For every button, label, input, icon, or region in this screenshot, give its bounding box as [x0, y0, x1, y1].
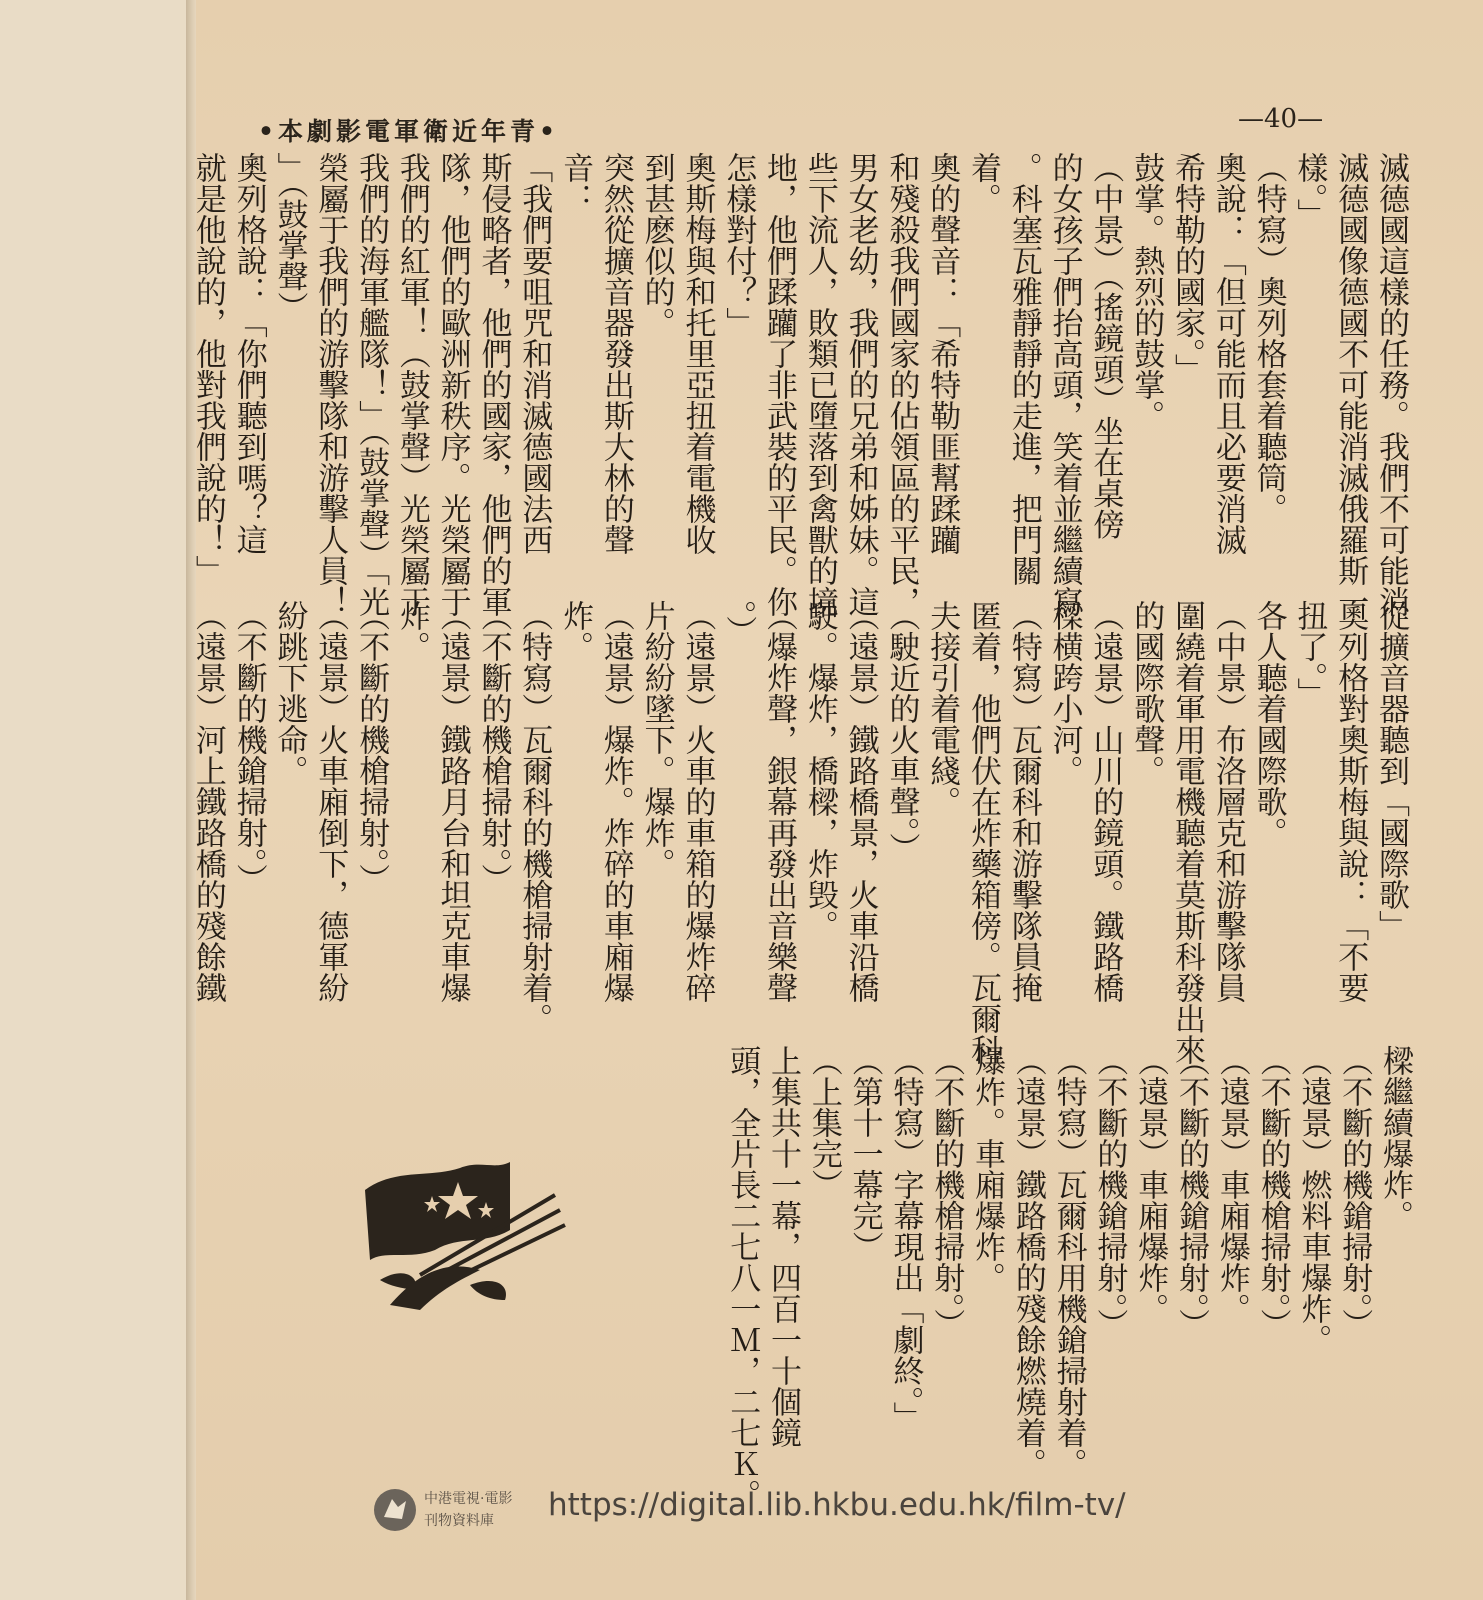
text-column: （特寫）瓦爾科和游擊隊員掩 — [1005, 600, 1042, 1003]
text-column: 各人聽着國際歌。 — [1250, 600, 1287, 848]
text-column: 我們的紅軍！（鼓掌聲）光榮屬于 — [393, 152, 430, 617]
text-column: 紛跳下逃命。 — [271, 600, 308, 786]
text-column: （不斷的機鎗掃射。） — [230, 600, 267, 895]
text-column: 鼓掌。熱烈的鼓掌。 — [1128, 152, 1165, 431]
text-column: 。科塞瓦雅靜靜的走進，把門關 — [1005, 152, 1042, 586]
running-header-title: •本劇影電軍衛近年青• — [258, 117, 559, 146]
text-column: （中景）（搖鏡頭）坐在桌傍 — [1087, 152, 1124, 540]
watermark-name-line1: 中港電視·電影 — [424, 1491, 513, 1507]
library-logo-icon — [372, 1487, 418, 1533]
text-column: （中景）布洛層克和游擊隊員 — [1209, 600, 1246, 1003]
page-number: —40— — [1238, 104, 1324, 134]
text-column: 滅德國這樣的任務。我們不可能消 — [1373, 152, 1409, 617]
text-column: （遠景）鐵路橋景，火車沿橋 — [842, 600, 879, 1003]
text-column: 駛。爆炸，橋樑，炸毁。 — [801, 600, 838, 941]
upper-text-band — [189, 152, 1411, 617]
text-column: （駛近的火車聲。） — [883, 600, 920, 864]
text-column: （特寫）奧列格套着聽筒。 — [1250, 152, 1287, 524]
text-column: （遠景）山川的鏡頭。鐵路橋 — [1087, 600, 1124, 1003]
text-column: （遠景）鐵路橋的殘餘燃燒着。 — [1009, 1045, 1046, 1479]
text-column: 」（鼓掌聲） — [271, 152, 308, 323]
text-column: （特寫）瓦爾科用機鎗掃射着。 — [1050, 1045, 1087, 1479]
text-column: 榮屬于我們的游擊隊和游擊人員！ — [312, 152, 349, 617]
text-column: （不斷的機槍掃射。） — [475, 600, 512, 895]
text-column: 奧列格對奧斯梅與說：「不要 — [1332, 600, 1369, 1003]
text-column: 希特勒的國家。」 — [1169, 152, 1206, 385]
text-column: 。） — [720, 600, 757, 647]
text-column: （遠景）河上鐵路橋的殘餘鐵 — [189, 600, 226, 1003]
text-column: 着。 — [965, 152, 1002, 214]
text-column: （不斷的機槍掃射。） — [928, 1045, 965, 1340]
text-column: 我們的海軍艦隊！」（鼓掌聲）「光 — [353, 152, 390, 617]
text-column: 上集共十一幕，四百一十個鏡 — [765, 1045, 802, 1448]
text-column: 樣。」 — [1291, 152, 1328, 230]
text-column: 就是他說的，他對我們說的！」 — [189, 152, 226, 586]
text-column: 圍繞着軍用電機聽着莫斯科發出來 — [1169, 600, 1206, 1065]
text-column: （第十一幕完） — [846, 1045, 883, 1262]
text-column: 樑繼續爆炸。 — [1377, 1045, 1413, 1231]
left-page-margin — [0, 0, 188, 1600]
text-column: 到甚麽似的。 — [638, 152, 675, 338]
text-column: （遠景）車廂爆炸。 — [1132, 1045, 1169, 1324]
text-column: 樑横跨小河。 — [1046, 600, 1083, 786]
watermark-url: https://digital.lib.hkbu.edu.hk/film-tv/ — [548, 1487, 1126, 1523]
text-column: （遠景）燃料車爆炸。 — [1295, 1045, 1332, 1355]
text-column: 些下流人，敗類已墮落到禽獸的境 — [801, 152, 838, 617]
text-column: （不斷的機鎗掃射。） — [1091, 1045, 1128, 1340]
text-column: 「我們要咀咒和消滅德國法西 — [516, 152, 553, 555]
text-column: 斯侵略者，他們的國家，他們的軍 — [475, 152, 512, 617]
watermark-name-line2: 刊物資料庫 — [424, 1513, 494, 1529]
text-column: 頭，全片長二七八一Ｍ，二七Ｋ。 — [724, 1045, 761, 1510]
text-column: （遠景）火車的車箱的爆炸碎 — [679, 600, 716, 1003]
text-column: 炸。 — [557, 600, 594, 662]
text-column: 片紛紛墜下。爆炸。 — [638, 600, 675, 879]
text-column: （遠景）車廂爆炸。 — [1213, 1045, 1250, 1324]
text-column: 滅德國像德國不可能消滅俄羅斯一 — [1332, 152, 1369, 617]
flag-emblem-illustration — [360, 1150, 570, 1315]
text-column: （特寫）瓦爾科的機槍掃射着。 — [516, 600, 553, 1034]
text-column: （上集完） — [805, 1045, 842, 1200]
text-column: （不斷的機槍掃射。） — [1254, 1045, 1291, 1340]
text-column: 地，他們蹂躪了非武裝的平民。你 — [761, 152, 798, 617]
text-column: 爆炸。車廂爆炸。 — [969, 1045, 1006, 1293]
text-column: 扭了。」 — [1291, 600, 1328, 709]
text-column: 奧斯梅與和托里亞扭着電機收 — [679, 152, 716, 555]
text-column: （不斷的機鎗掃射。） — [1336, 1045, 1373, 1340]
text-column: （爆炸聲，銀幕再發出音樂聲 — [761, 600, 798, 1003]
text-column: 的國際歌聲。 — [1128, 600, 1165, 786]
text-column: 匿着，他們伏在炸藥箱傍。瓦爾科 — [965, 600, 1002, 1065]
text-column: 突然從擴音器發出斯大林的聲 — [597, 152, 634, 555]
text-column: （不斷的機鎗掃射。） — [1173, 1045, 1210, 1340]
text-column: （遠景）火車廂倒下，德軍紛 — [312, 600, 349, 1003]
text-column: 隊，他們的歐洲新秩序。光榮屬于 — [434, 152, 471, 617]
text-column: 男女老幼，我們的兄弟和姊妹。這 — [842, 152, 879, 617]
text-column: （不斷的機槍掃射。） — [353, 600, 390, 895]
text-column: 的女孩子們抬高頭，笑着並繼續寫 — [1046, 152, 1083, 617]
text-column: 怎樣對付？」 — [720, 152, 757, 338]
ending-text-band — [720, 1045, 1415, 1510]
text-column: 奧說：「但可能而且必要消滅 — [1209, 152, 1246, 555]
text-column: 夫接引着電綫。 — [924, 600, 961, 817]
text-column: （遠景）鐵路月台和坦克車爆 — [434, 600, 471, 1003]
text-column: 和殘殺我們國家的佔領區的平民， — [883, 152, 920, 617]
text-column: （遠景）爆炸。炸碎的車廂爆 — [597, 600, 634, 1003]
text-column: 奧的聲音：「希特勒匪幫蹂躪 — [924, 152, 961, 555]
text-column: 音： — [557, 152, 594, 214]
text-column: （特寫）字幕現出「劇終。」 — [887, 1045, 924, 1433]
text-column: 從擴音器聽到「國際歌」 — [1373, 600, 1409, 941]
text-column: 炸。 — [393, 600, 430, 662]
lower-text-band — [189, 600, 1411, 1065]
text-column: 奧列格說：「你們聽到嗎？這 — [230, 152, 267, 555]
watermark — [372, 1485, 1126, 1541]
